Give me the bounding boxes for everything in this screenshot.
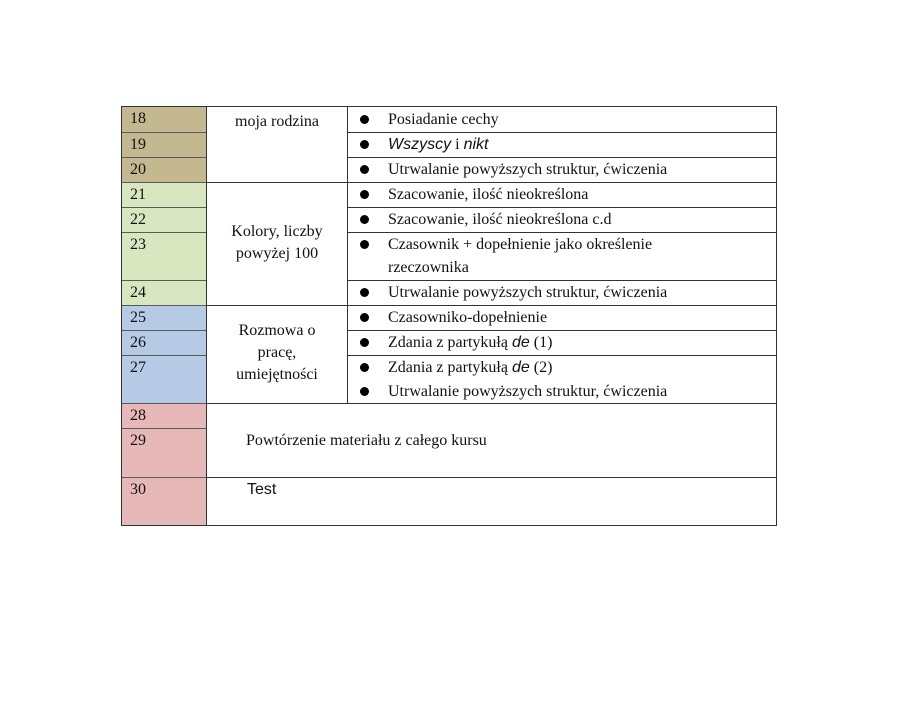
section-divider xyxy=(207,403,776,404)
test-cell xyxy=(247,480,276,500)
item-text-part: i xyxy=(451,136,464,153)
list-item xyxy=(348,157,776,182)
bullet-icon xyxy=(360,313,369,322)
item-text-line: rzeczownika xyxy=(388,259,469,276)
item-text: Utrwalanie powyższych struktur, ćwiczenia xyxy=(388,284,668,301)
test-label: Test xyxy=(247,481,277,498)
lesson-number: 29 xyxy=(130,432,146,449)
item-text-part: nikt xyxy=(463,136,489,153)
bullet-icon xyxy=(360,115,369,124)
bullet-icon xyxy=(360,387,369,396)
review-cell xyxy=(246,431,487,451)
item-text-part: de xyxy=(511,359,530,376)
topic-colors xyxy=(207,221,347,265)
bullet-icon xyxy=(360,140,369,149)
list-item xyxy=(348,182,776,207)
lesson-number-cell xyxy=(122,428,206,477)
lesson-number: 24 xyxy=(130,284,146,301)
lesson-number: 18 xyxy=(130,110,146,127)
item-text xyxy=(388,356,772,379)
topic-label: powyżej 100 xyxy=(235,245,319,262)
list-item xyxy=(348,355,776,379)
lesson-number: 19 xyxy=(130,136,146,153)
lesson-number: 28 xyxy=(130,407,146,424)
lesson-number-cell xyxy=(122,207,206,232)
lesson-plan-table xyxy=(121,106,777,526)
lesson-number-cell xyxy=(122,107,206,132)
list-item xyxy=(348,305,776,330)
topic-label: Kolory, liczby xyxy=(231,223,323,240)
lesson-number: 27 xyxy=(130,359,146,376)
bullet-icon xyxy=(360,363,369,372)
topic-work xyxy=(207,320,347,386)
item-text xyxy=(388,233,772,279)
item-text-line: Czasownik + dopełnienie jako określenie xyxy=(388,236,653,253)
item-text: Szacowanie, ilość nieokreślona c.d xyxy=(388,211,612,228)
item-text xyxy=(388,331,772,354)
lesson-number-cell xyxy=(122,232,206,280)
bullet-icon xyxy=(360,288,369,297)
column-divider xyxy=(206,107,207,525)
list-item xyxy=(348,207,776,232)
lesson-number: 20 xyxy=(130,161,146,178)
bullet-icon xyxy=(360,215,369,224)
item-text-part: de xyxy=(511,334,530,351)
lesson-number-cell xyxy=(122,330,206,355)
topic-label: Rozmowa o xyxy=(238,322,316,339)
item-text xyxy=(388,133,772,156)
lesson-number-cell xyxy=(122,280,206,305)
lesson-number: 22 xyxy=(130,211,146,228)
item-text: Posiadanie cechy xyxy=(388,111,499,128)
lesson-number-cell xyxy=(122,477,206,525)
item-text: Utrwalanie powyższych struktur, ćwiczenia xyxy=(388,161,668,178)
review-label: Powtórzenie materiału z całego kursu xyxy=(246,432,487,449)
lesson-number: 30 xyxy=(130,481,146,498)
lesson-number: 26 xyxy=(130,334,146,351)
bullet-icon xyxy=(360,190,369,199)
item-text-part: Zdania z partykułą xyxy=(388,334,512,351)
lesson-number-cell xyxy=(122,157,206,182)
item-text: Szacowanie, ilość nieokreślona xyxy=(388,186,589,203)
item-text: Utrwalanie powyższych struktur, ćwiczenia xyxy=(388,383,668,400)
list-item xyxy=(348,107,776,132)
topic-label: pracę, xyxy=(257,344,297,361)
lesson-number: 23 xyxy=(130,236,146,253)
bullet-icon xyxy=(360,240,369,249)
bullet-icon xyxy=(360,338,369,347)
lesson-number-cell xyxy=(122,305,206,330)
lesson-number-cell xyxy=(122,355,206,403)
item-text: Czasowniko-dopełnienie xyxy=(388,309,548,326)
topic-label: moja rodzina xyxy=(235,113,319,130)
topic-label: umiejętności xyxy=(236,366,318,383)
list-item xyxy=(348,232,776,280)
list-item xyxy=(348,132,776,157)
lesson-number-cell xyxy=(122,132,206,157)
lesson-number: 25 xyxy=(130,309,146,326)
topic-family xyxy=(207,111,347,133)
lesson-number-cell xyxy=(122,403,206,428)
list-item xyxy=(348,379,776,403)
lesson-number-cell xyxy=(122,182,206,207)
item-text-part: Zdania z partykułą xyxy=(388,359,512,376)
lesson-number: 21 xyxy=(130,186,146,203)
item-text-part: (1) xyxy=(529,334,553,351)
list-item xyxy=(348,280,776,305)
item-text-part: (2) xyxy=(529,359,553,376)
item-text-part: Wszyscy xyxy=(388,136,452,153)
list-item xyxy=(348,330,776,355)
bullet-icon xyxy=(360,165,369,174)
section-divider xyxy=(207,477,776,478)
